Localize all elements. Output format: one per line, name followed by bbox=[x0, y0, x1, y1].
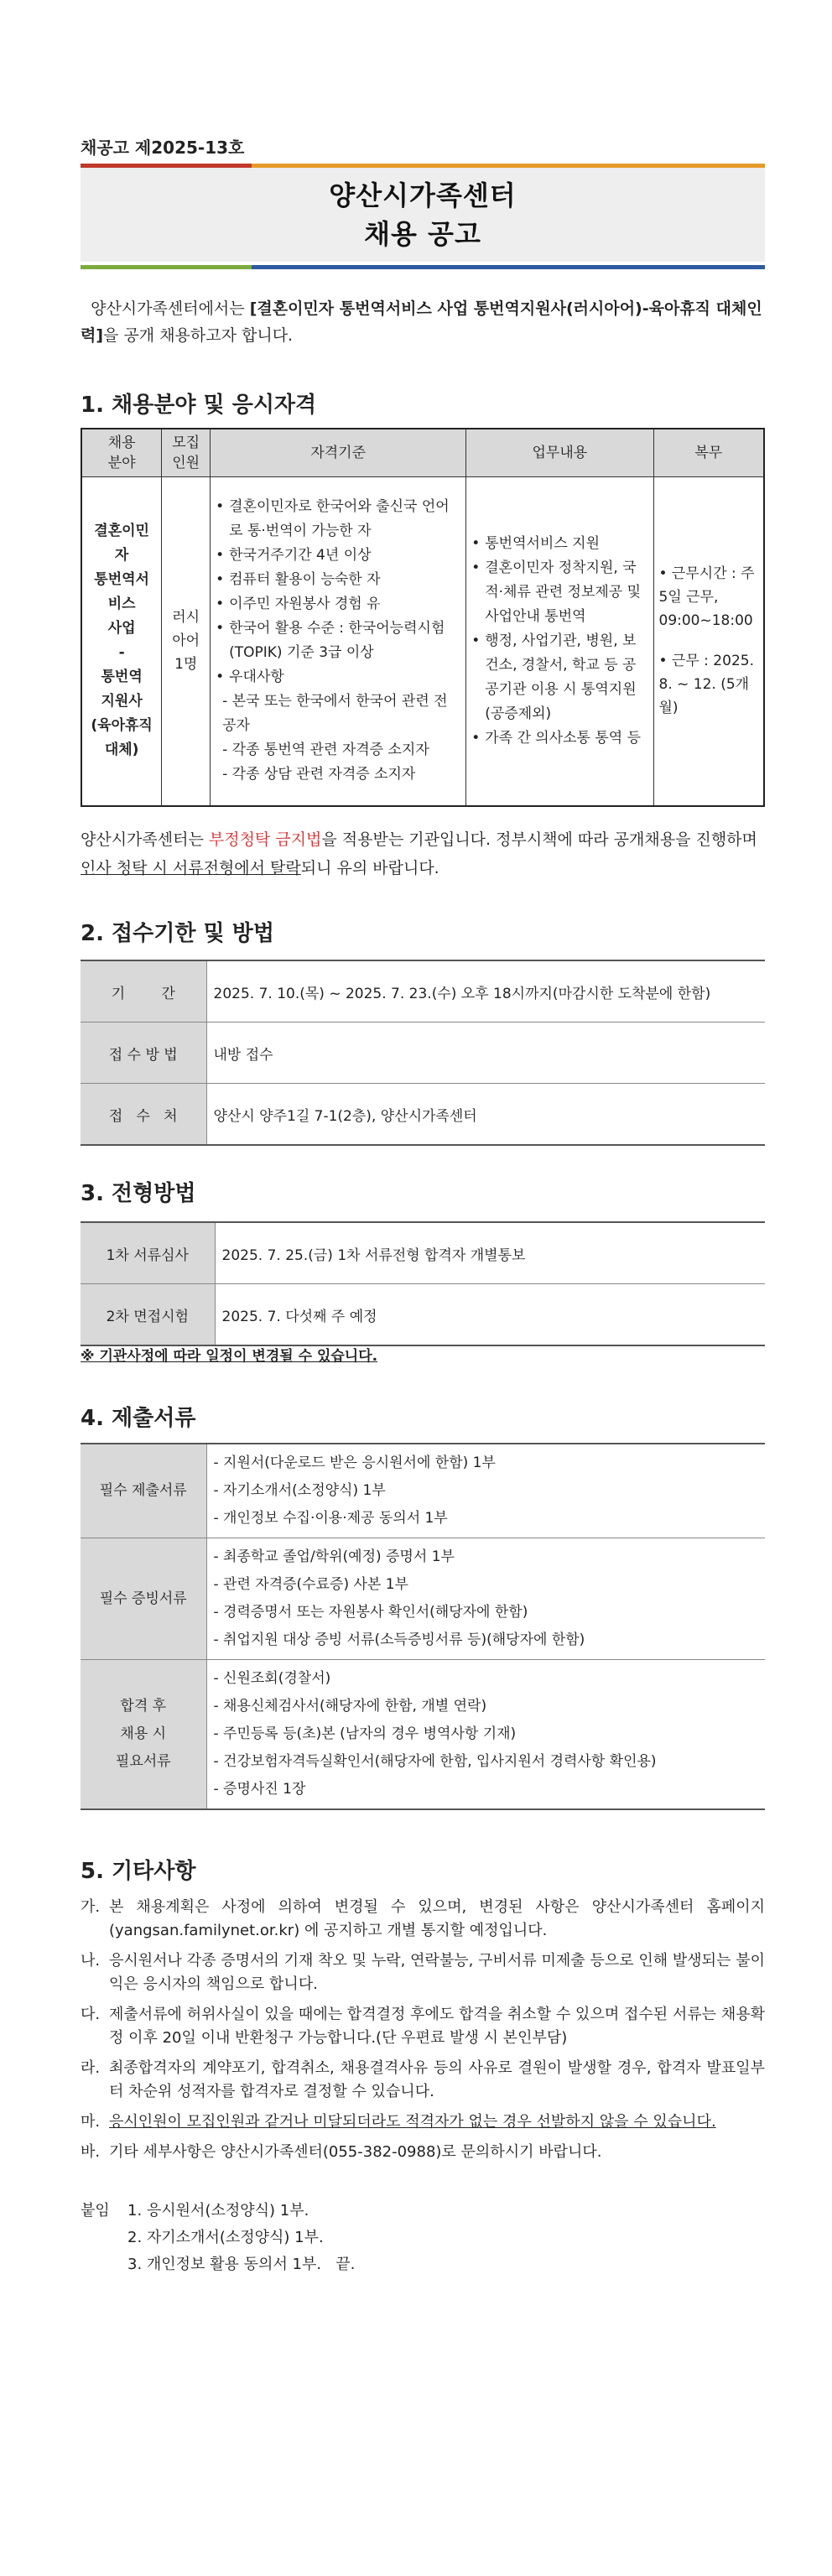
field-line: 통번역 bbox=[101, 669, 143, 686]
recruitment-table bbox=[81, 428, 765, 807]
documents-key-line: 필수 제출서류 bbox=[99, 1482, 187, 1499]
field-cell bbox=[81, 477, 162, 806]
duty-item: • 결혼이민자 정착지원, 국적·체류 관련 정보제공 및 사업안내 통번역 bbox=[471, 556, 647, 629]
duty-item: • 통번역서비스 지원 bbox=[471, 532, 647, 556]
selection-table bbox=[81, 1221, 765, 1346]
misc-item-label: 마. bbox=[81, 2113, 101, 2131]
documents-items bbox=[206, 1538, 765, 1660]
document-item: - 주민등록 등(초)본 (남자의 경우 병역사항 기재) bbox=[213, 1725, 517, 1742]
banner-top-stripe bbox=[81, 164, 765, 168]
documents-key bbox=[81, 1660, 206, 1810]
documents-items bbox=[206, 1444, 765, 1538]
attachment-item: 3. 개인정보 활용 동의서 1부. 끝. bbox=[127, 2256, 356, 2273]
warning-paragraph bbox=[81, 825, 765, 882]
document-item: - 지원서(다운로드 받은 응시원서에 한함) 1부 bbox=[213, 1455, 496, 1471]
count-line: 1명 bbox=[174, 656, 198, 674]
document-item: - 관련 자격증(수료증) 사본 1부 bbox=[213, 1576, 408, 1593]
misc-item-text: 최종합격자의 계약포기, 합격취소, 채용결격사유 등의 사유로 결원이 발생할 경우, 합격자 발표일부터 차순위 성적자를 합격자로 결정할 수 있습니다. bbox=[109, 2059, 765, 2100]
header-line: 채용 bbox=[107, 435, 136, 451]
field-line: 사업 bbox=[107, 620, 136, 637]
attachments-label: 붙임 bbox=[81, 2202, 110, 2220]
banner-title-box bbox=[81, 168, 765, 262]
attachments bbox=[81, 2198, 355, 2278]
title-banner bbox=[81, 164, 765, 269]
documents-key bbox=[81, 1444, 206, 1538]
field-line: 대체) bbox=[104, 742, 139, 759]
service-cell bbox=[653, 477, 764, 806]
qualification-item: • 한국거주기간 4년 이상 bbox=[216, 544, 460, 568]
application-value: 내방 접수 bbox=[206, 1023, 765, 1084]
misc-item bbox=[81, 2003, 765, 2050]
qualification-item: - 각종 통번역 관련 자격증 소지자 bbox=[222, 742, 429, 759]
qualification-item: • 우대사항 bbox=[216, 665, 460, 690]
warning-underline-text: 인사 청탁 시 서류전형에서 탈락 bbox=[81, 859, 301, 877]
intro-paragraph bbox=[81, 295, 765, 349]
document-item: - 건강보험자격득실확인서(해당자에 한함, 입사지원서 경력사항 확인용) bbox=[213, 1753, 657, 1770]
field-line: 비스 bbox=[107, 596, 136, 613]
misc-item bbox=[81, 2110, 765, 2134]
section1-title: 1. 채용분야 및 응시자격 bbox=[81, 393, 317, 418]
documents-key-line: 합격 후 bbox=[120, 1698, 167, 1715]
documents-row bbox=[81, 1660, 765, 1810]
notice-number: 채공고 제2025-13호 bbox=[81, 138, 245, 158]
application-row bbox=[81, 1084, 765, 1146]
intro-position: [결혼이민자 통번역서비스 사업 통번역지원사(러시아어)-육아휴직 대체인력] bbox=[81, 299, 762, 345]
selection-value: 2025. 7. 25.(금) 1차 서류전형 합격자 개별통보 bbox=[215, 1222, 765, 1284]
duty-item: • 행정, 사업기관, 병원, 보건소, 경찰서, 학교 등 공공기관 이용 시 통역지원(공증제외) bbox=[471, 629, 647, 726]
misc-item-text: 응시인원이 모집인원과 같거나 미달되더라도 적격자가 없는 경우 선발하지 않을 수 있습니다. bbox=[109, 2113, 716, 2131]
selection-key: 1차 서류심사 bbox=[81, 1222, 215, 1284]
documents-row bbox=[81, 1538, 765, 1660]
document-item: - 채용신체검사서(해당자에 한함, 개별 연락) bbox=[213, 1698, 487, 1715]
documents-key-line: 필수 증빙서류 bbox=[99, 1590, 187, 1607]
documents-key-line: 채용 시 bbox=[120, 1725, 167, 1742]
qualification-item: • 컴퓨터 활용이 능숙한 자 bbox=[216, 568, 460, 592]
section3-title: 3. 전형방법 bbox=[81, 1181, 196, 1206]
qualification-item: - 본국 또는 한국에서 한국어 관련 전공자 bbox=[222, 693, 448, 735]
application-value: 양산시 양주1길 7-1(2층), 양산시가족센터 bbox=[206, 1084, 765, 1146]
misc-item-text: 제출서류에 허위사실이 있을 때에는 합격결정 후에도 합격을 취소할 수 있으며 접수된 서류는 채용확정 이후 20일 이내 반환청구 가능합니다.(단 우편료 발생 시 본인부담) bbox=[109, 2006, 765, 2047]
selection-key: 2차 면접시험 bbox=[81, 1284, 215, 1346]
misc-item-text: 기타 세부사항은 양산시가족센터(055-382-0988)로 문의하시기 바랍니다. bbox=[109, 2143, 602, 2161]
section5-title: 5. 기타사항 bbox=[81, 1859, 196, 1884]
field-line: 결혼이민 bbox=[94, 523, 149, 540]
misc-item-label: 라. bbox=[81, 2059, 101, 2077]
misc-item-label: 다. bbox=[81, 2006, 101, 2023]
section4-title: 4. 제출서류 bbox=[81, 1406, 196, 1431]
duties-cell bbox=[466, 477, 653, 806]
qualification-cell bbox=[211, 477, 466, 806]
banner-title-line2: 채용 공고 bbox=[364, 218, 481, 250]
count-line: 아어 bbox=[172, 632, 200, 650]
documents-table bbox=[81, 1443, 765, 1810]
header-line: 분야 bbox=[107, 455, 136, 471]
warning-text-2: 을 적용받는 기관입니다. 정부시책에 따라 공개채용을 진행하며 bbox=[321, 830, 757, 849]
header-duties: 업무내용 bbox=[466, 429, 653, 477]
header-field bbox=[81, 429, 162, 477]
qualification-item: • 한국어 활용 수준 : 한국어능력시험(TOPIK) 기준 3급 이상 bbox=[216, 617, 460, 665]
banner-bottom-stripe bbox=[81, 265, 765, 269]
count-line: 러시 bbox=[172, 609, 200, 627]
documents-key bbox=[81, 1538, 206, 1660]
misc-item bbox=[81, 1949, 765, 1996]
document-item: - 자기소개서(소정양식) 1부 bbox=[213, 1482, 386, 1499]
document-item: - 취업지원 대상 증빙 서류(소득증빙서류 등)(해당자에 한함) bbox=[213, 1631, 585, 1648]
intro-prefix: 양산시가족센터에서는 bbox=[91, 299, 250, 318]
document-item: - 신원조회(경찰서) bbox=[213, 1670, 331, 1687]
misc-item-label: 나. bbox=[81, 1952, 101, 1970]
field-line: (육아휴직 bbox=[91, 717, 153, 735]
document-item: - 개인정보 수집·이용·제공 동의서 1부 bbox=[213, 1510, 448, 1527]
header-qualification: 자격기준 bbox=[211, 429, 466, 477]
intro-suffix: 을 공개 채용하고자 합니다. bbox=[103, 326, 294, 345]
application-row bbox=[81, 960, 765, 1023]
header-line: 인원 bbox=[172, 455, 200, 471]
documents-row bbox=[81, 1444, 765, 1538]
selection-value: 2025. 7. 다섯째 주 예정 bbox=[215, 1284, 765, 1346]
field-line: 통번역서 bbox=[94, 571, 149, 589]
application-value: 2025. 7. 10.(목) ~ 2025. 7. 23.(수) 오후 18시까지(마감시한 도착분에 한함) bbox=[206, 960, 765, 1023]
document-item: - 최종학교 졸업/학위(예정) 증명서 1부 bbox=[213, 1548, 455, 1565]
documents-key-line: 필요서류 bbox=[115, 1753, 171, 1770]
misc-item bbox=[81, 1896, 765, 1943]
banner-title-line1: 양산시가족센터 bbox=[329, 180, 517, 211]
selection-row bbox=[81, 1222, 765, 1284]
header-count bbox=[162, 429, 211, 477]
misc-item-text: 응시원서나 각종 증명서의 기재 착오 및 누락, 연락불능, 구비서류 미제출 등으로 인해 발생되는 불이익은 응시자의 책임으로 합니다. bbox=[109, 1952, 765, 1993]
schedule-note: ※ 기관사정에 따라 일정이 변경될 수 있습니다. bbox=[81, 1348, 378, 1365]
misc-item bbox=[81, 2141, 765, 2164]
documents-items bbox=[206, 1660, 765, 1810]
header-service: 복무 bbox=[653, 429, 764, 477]
header-line: 모집 bbox=[172, 435, 200, 451]
field-line: 자 bbox=[114, 547, 129, 565]
field-line: - bbox=[118, 644, 125, 662]
misc-item-text: 본 채용계획은 사정에 의하여 변경될 수 있으며, 변경된 사항은 양산시가족센터 홈페이지(yangsan.familynet.or.kr) 에 공지하고 개별 통지할 예정입니다. bbox=[109, 1898, 765, 1939]
application-key: 접 수 방 법 bbox=[81, 1023, 206, 1084]
section2-title: 2. 접수기한 및 방법 bbox=[81, 921, 274, 946]
duty-item: • 가족 간 의사소통 통역 등 bbox=[471, 726, 647, 751]
application-table bbox=[81, 960, 765, 1146]
misc-list bbox=[81, 1896, 765, 2171]
qualification-item: • 결혼이민자로 한국어와 출신국 언어로 통·번역이 가능한 자 bbox=[216, 495, 460, 544]
document-item: - 증명사진 1장 bbox=[213, 1781, 306, 1798]
warning-text-3: 되니 유의 바랍니다. bbox=[300, 859, 439, 877]
misc-item-label: 바. bbox=[81, 2143, 101, 2161]
misc-item-label: 가. bbox=[81, 1898, 101, 1916]
count-cell bbox=[162, 477, 211, 806]
application-key: 접 수 처 bbox=[81, 1084, 206, 1146]
warning-red-text: 부정청탁 금지법 bbox=[208, 830, 322, 849]
misc-item bbox=[81, 2057, 765, 2104]
warning-text-1: 양산시가족센터는 bbox=[81, 830, 209, 849]
attachment-item: 1. 응시원서(소정양식) 1부. bbox=[127, 2202, 309, 2220]
qualification-item: - 각종 상담 관련 자격증 소지자 bbox=[222, 766, 416, 783]
qualification-item: • 이주민 자원봉사 경험 유 bbox=[216, 592, 460, 617]
service-item: • 근무시간 : 주 5일 근무, 09:00~18:00 bbox=[658, 565, 755, 630]
service-item: • 근무 : 2025. 8. ~ 12. (5개월) bbox=[658, 653, 754, 717]
application-row bbox=[81, 1023, 765, 1084]
document-item: - 경력증명서 또는 자원봉사 확인서(해당자에 한함) bbox=[213, 1604, 528, 1621]
field-line: 지원사 bbox=[101, 693, 143, 710]
attachment-item: 2. 자기소개서(소정양식) 1부. bbox=[127, 2229, 324, 2246]
selection-row bbox=[81, 1284, 765, 1346]
application-key: 기 간 bbox=[81, 960, 206, 1023]
